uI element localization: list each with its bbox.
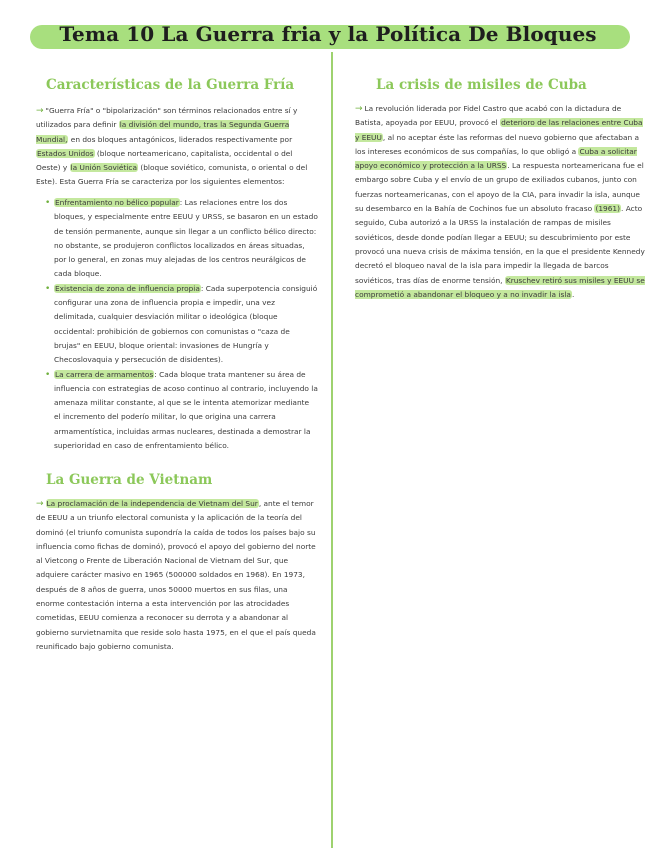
text-run: . La respuesta norteamericana fue el embargo sobre Cuba y el envío de un grupo de exiliados cubanos, junto con fuerzas norteamericanas, con el apoyo de la CIA, para invadir la isla, aunque su desembarco en la Bahía de Cochinos fue un absoluto fracaso — [355, 161, 644, 214]
characteristics-list — [45, 196, 318, 453]
text-run: . Acto seguido, Cuba autorizó a la URSS la instalación de rampas de misiles soviéticos, desde donde podían llegar a EEUU; su descubrimiento por este provocó una nueva crisis de máxima tensión, en la que el presidente Kennedy decretó el bloqueo naval de la isla para impedir la llegada de barcos soviéticos, tras días de enorme tensión, — [355, 204, 645, 285]
text-run: (bloque soviético, comunista, o oriental o del Este). Esta Guerra Fría se caracteriza por los siguientes elementos: — [36, 163, 308, 187]
highlighted-text: Estados Unidos — [37, 148, 94, 158]
text-run: , ante el temor de EEUU a un triunfo electoral comunista y la aplicación de la teoría del dominó (el triunfo comunista supondría la caída de todos los países bajo su influencia como fichas de dominó), provocó el apoyo del gobierno del norte al Vietcong o Frente de Liberación Nacional de Vietnam del Sur, que adquiere carácter masivo en 1965 (500000 soldados en 1968). En 1973, después de 8 años de guerra, unos 50000 muertos en sus filas, una enorme contestación interna a esta intervención por las atrocidades cometidas, EEUU comienza a reconocer su derrota y a abandonar al gobierno survietnamita que reside solo hasta 1975, en el que el país queda reunificado bajo gobierno comunista. — [36, 499, 316, 651]
list-item — [45, 196, 318, 282]
highlighted-text: La proclamación de la independencia de Vietnam del Sur — [46, 499, 258, 508]
arrow-right-icon: → — [36, 106, 44, 116]
intro-paragraph — [36, 104, 318, 190]
column-divider — [331, 52, 333, 848]
highlighted-text: Existencia de zona de influencia propia — [55, 283, 200, 293]
text-run: , al no aceptar éste las reformas del nuevo gobierno que afectaban a los intereses económicos de sus compañías, lo que obligó a — [355, 132, 640, 156]
text-run: (bloque norteamericano, capitalista, occidental o del Oeste) y — [36, 148, 293, 173]
text-run: en dos bloques antagónicos, liderados respectivamente por — [68, 134, 293, 144]
heading-vietnam-war: La Guerra de Vietnam — [46, 472, 213, 488]
arrow-right-icon: → — [355, 104, 363, 114]
page-title: Tema 10 La Guerra fria y la Política De Bloques — [59, 22, 597, 46]
vietnam-paragraph — [36, 497, 318, 654]
list-item — [45, 368, 318, 454]
heading-cold-war-characteristics: Características de la Guerra Fría — [46, 77, 295, 93]
heading-cuban-missile-crisis: La crisis de misiles de Cuba — [376, 77, 587, 93]
text-run: : Cada bloque trata mantener su área de influencia con estrategias de acoso continuo al contrario, incluyendo la amenaza militar constante, al que se le intenta atemorizar mediante el incremento del poderío militar, lo que origina una carrera armamentística, incluidas armas nucleares, destinada a demostrar la superioridad en caso de enfrentamiento bélico. — [54, 369, 318, 451]
highlighted-text: la división del mundo, tras la Segunda Guerra Mundial, — [36, 120, 290, 144]
highlighted-text: Enfrentamiento no bélico popular — [55, 198, 179, 207]
text-run: La revolución liderada por Fidel Castro que acabó con la dictadura de Batista, apoyada por EEUU, provocó el — [355, 104, 622, 128]
text-run: : Cada superpotencia consiguió configurar una zona de influencia propia e impedir, una vez delimitada, cualquier desviación militar o ideológica (bloque occidental: prohibición de gobiernos con comunistas o "caza de brujas" en EEUU, bloque oriental: invasiones de Hungría y Checoslovaquia y persecución de disidentes). — [54, 283, 318, 365]
highlighted-text: (1961) — [595, 204, 621, 214]
cuba-paragraph — [355, 102, 645, 302]
text-run: "Guerra Fría" o "bipolarización" son términos relacionados entre sí y utilizados para definir — [36, 106, 298, 130]
highlighted-text: deterioro de las relaciones entre Cuba y EEUU — [355, 118, 643, 142]
text-run: . — [571, 289, 575, 299]
arrow-right-icon: → — [36, 499, 44, 509]
highlighted-text: La carrera de armamentos — [55, 369, 154, 379]
highlighted-text: la Unión Soviética — [70, 163, 137, 173]
text-run: : Las relaciones entre los dos bloques, y especialmente entre EEUU y URSS, se basaron en un estado de tensión permanente, aunque sin llegar a un conflicto bélico directo: no obstante, se produjeron conflictos localizados en áreas situadas, por lo general, en zonas muy alejadas de los centros neurálgicos de cada bloque. — [54, 198, 318, 279]
highlighted-text: Cuba a solicitar apoyo económico y protección a la URSS — [355, 146, 637, 171]
list-item — [45, 282, 318, 368]
highlighted-text: Kruschev retiró sus misiles y EEUU se comprometió a abandonar el bloqueo y a no invadir la isla — [355, 275, 645, 299]
